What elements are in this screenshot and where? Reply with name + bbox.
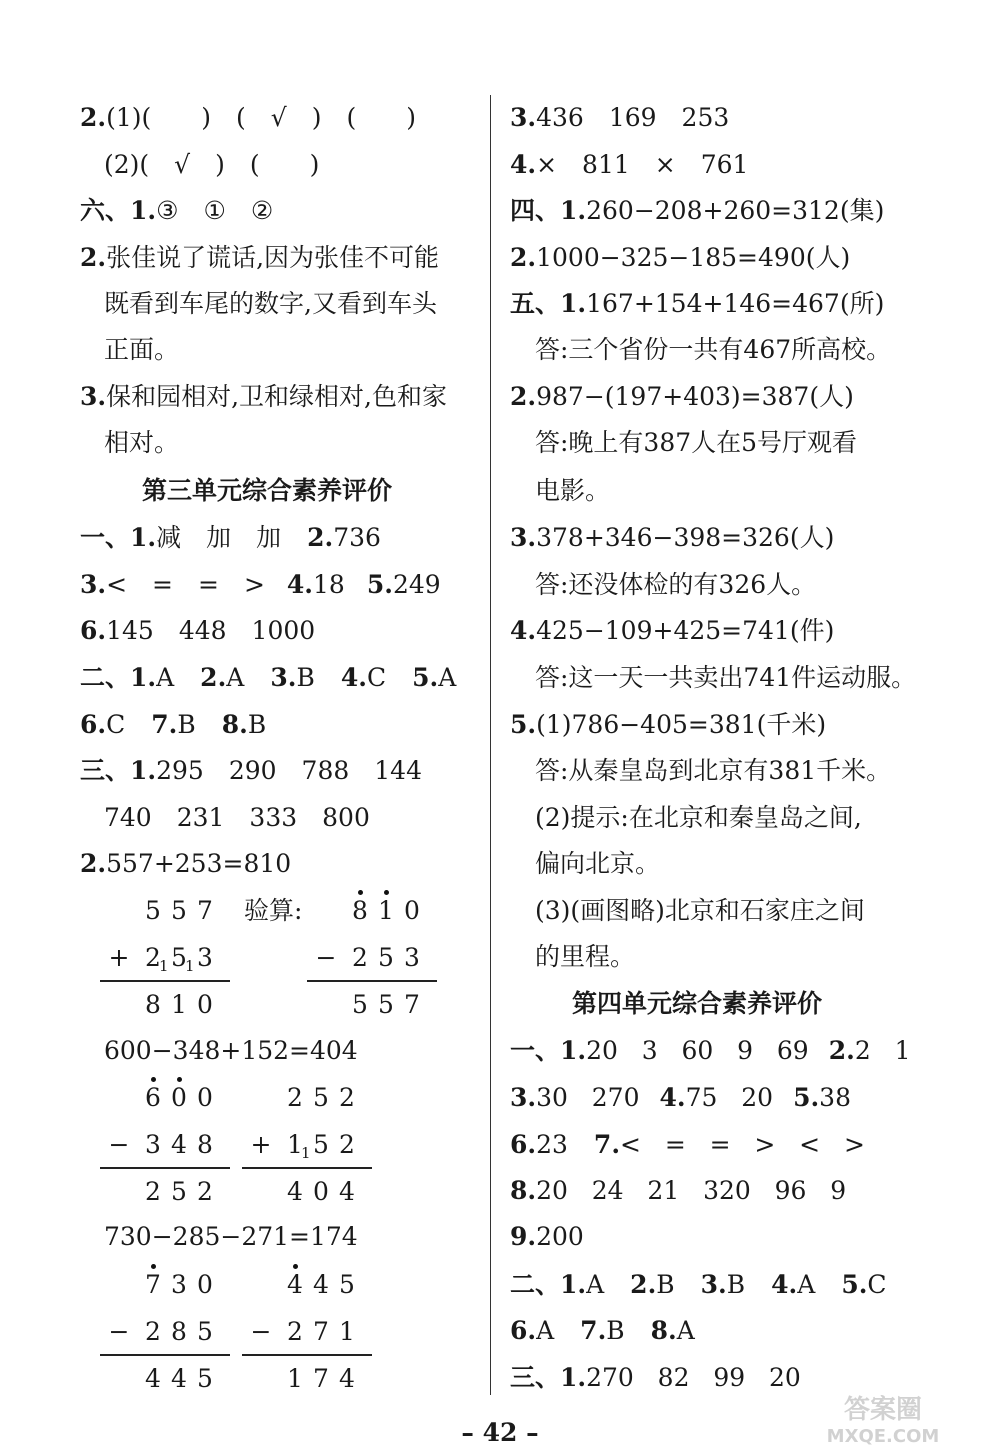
answer-line: 6.23 7.< = = > < >	[510, 1130, 865, 1159]
answer-line: 答:这一天一共卖出741件运动服。	[535, 663, 917, 692]
digit: 2	[197, 1177, 213, 1206]
digit: 1	[287, 1130, 303, 1159]
answer-line: 2.557+253=810	[80, 849, 292, 878]
digit: 8	[171, 1317, 187, 1346]
digit: 2	[145, 1177, 161, 1206]
answer-line: (3)(画图略)北京和石家庄之间	[535, 896, 865, 925]
answer-line: 五、1.167+154+146=467(所)	[510, 289, 885, 318]
digit: 0	[313, 1177, 329, 1206]
rule-line	[242, 1167, 372, 1169]
answer-line: 电影。	[535, 476, 611, 505]
digit: 5	[197, 1364, 213, 1393]
operator: +	[108, 943, 130, 972]
answer-line: 四、1.260−208+260=312(集)	[510, 196, 885, 225]
equation: 730−285−271=174	[104, 1222, 358, 1251]
digit: 5	[339, 1270, 355, 1299]
answer-line: 答:晚上有387人在5号厅观看	[535, 428, 858, 457]
answer-line: 二、1.A 2.B 3.B 4.A 5.C	[510, 1270, 887, 1299]
watermark-url: MXQE.COM	[826, 1426, 940, 1447]
digit: 0	[197, 990, 213, 1019]
carry-mark: 1	[159, 957, 169, 975]
watermark-logo	[778, 1392, 988, 1447]
carry-mark: 1	[185, 957, 195, 975]
digit: 6	[145, 1083, 161, 1112]
answer-line: 5.(1)786−405=381(千米)	[510, 710, 827, 739]
digit: 5	[171, 943, 187, 972]
check-label: 验算:	[244, 896, 303, 925]
digit: 3	[197, 943, 213, 972]
digit: 2	[287, 1317, 303, 1346]
answer-line: (2)提示:在北京和秦皇岛之间,	[535, 803, 862, 832]
digit: 2	[145, 1317, 161, 1346]
carry-mark: 1	[301, 1144, 311, 1162]
digit: 5	[313, 1083, 329, 1112]
answer-line: 6.C 7.B 8.B	[80, 710, 267, 739]
answer-line: 4.× 811 × 761	[510, 150, 749, 179]
digit: 0	[197, 1083, 213, 1112]
rule-line	[100, 1167, 230, 1169]
digit: 2	[287, 1083, 303, 1112]
digit: 4	[171, 1130, 187, 1159]
answer-line: 2.987−(197+403)=387(人)	[510, 382, 854, 411]
digit: 1	[378, 896, 394, 925]
answer-line: 3.378+346−398=326(人)	[510, 523, 835, 552]
answer-line: 三、1.270 82 99 20	[510, 1363, 801, 1392]
answer-line: 740 231 333 800	[104, 803, 370, 832]
digit: 0	[197, 1270, 213, 1299]
borrow-dot	[151, 1077, 156, 1082]
digit: 0	[404, 896, 420, 925]
answer-line: 2.1000−325−185=490(人)	[510, 243, 851, 272]
digit: 0	[171, 1083, 187, 1112]
digit: 5	[352, 990, 368, 1019]
answer-line: 答:从秦皇岛到北京有381千米。	[535, 756, 892, 785]
digit: 5	[313, 1130, 329, 1159]
digit: 4	[313, 1270, 329, 1299]
digit: 7	[313, 1364, 329, 1393]
section-heading: 第四单元综合素养评价	[572, 989, 823, 1018]
operator: −	[108, 1130, 130, 1159]
digit: 3	[171, 1270, 187, 1299]
answer-line: 3.保和园相对,卫和绿相对,色和家	[80, 382, 448, 411]
answer-line: 答:三个省份一共有467所高校。	[535, 335, 892, 364]
digit: 7	[404, 990, 420, 1019]
digit: 8	[197, 1130, 213, 1159]
digit: 4	[287, 1177, 303, 1206]
watermark-title: 答案圈	[843, 1395, 923, 1425]
page-number: – 42 –	[461, 1418, 539, 1447]
digit: 4	[287, 1270, 303, 1299]
answer-line: 的里程。	[535, 942, 636, 971]
answer-line: 偏向北京。	[535, 849, 661, 878]
equation: 600−348+152=404	[104, 1036, 358, 1065]
digit: 1	[339, 1317, 355, 1346]
digit: 4	[339, 1364, 355, 1393]
rule-line	[242, 1354, 372, 1356]
answer-line: 8.20 24 21 320 96 9	[510, 1176, 847, 1205]
answer-line: 3.436 169 253	[510, 103, 730, 132]
answer-line: 一、1.减 加 加 2.736	[80, 523, 381, 552]
answer-line: 9.200	[510, 1222, 584, 1251]
borrow-dot	[151, 1264, 156, 1269]
digit: 2	[339, 1083, 355, 1112]
section-heading: 第三单元综合素养评价	[142, 476, 393, 505]
digit: 5	[171, 896, 187, 925]
digit: 3	[404, 943, 420, 972]
borrow-dot	[384, 890, 389, 895]
digit: 1	[171, 990, 187, 1019]
operator: −	[250, 1317, 272, 1346]
answer-line: 6.145 448 1000	[80, 616, 316, 645]
digit: 2	[339, 1130, 355, 1159]
answer-line: 一、1.20 3 60 9 69 2.2 1	[510, 1036, 911, 1065]
digit: 7	[197, 896, 213, 925]
digit: 2	[145, 943, 161, 972]
answer-line: 二、1.A 2.A 3.B 4.C 5.A	[80, 663, 457, 692]
digit: 5	[378, 943, 394, 972]
digit: 8	[352, 896, 368, 925]
digit: 7	[145, 1270, 161, 1299]
answer-line: 既看到车尾的数字,又看到车头	[104, 289, 437, 318]
answer-line: 六、1.③ ① ②	[80, 196, 274, 225]
rule-line	[100, 1354, 230, 1356]
answer-line: 4.425−109+425=741(件)	[510, 616, 835, 645]
answer-line: 相对。	[104, 428, 180, 457]
answer-line: 正面。	[104, 335, 180, 364]
digit: 4	[171, 1364, 187, 1393]
digit: 4	[339, 1177, 355, 1206]
answer-line: (2)( √ ) ( )	[104, 150, 320, 179]
answer-line: 3.< = = > 4.18 5.249	[80, 570, 441, 599]
answer-line: 答:还没体检的有326人。	[535, 570, 817, 599]
digit: 1	[287, 1364, 303, 1393]
operator: −	[315, 943, 337, 972]
answer-line: 三、1.295 290 788 144	[80, 756, 422, 785]
digit: 7	[313, 1317, 329, 1346]
borrow-dot	[177, 1077, 182, 1082]
digit: 5	[171, 1177, 187, 1206]
borrow-dot	[293, 1264, 298, 1269]
operator: −	[108, 1317, 130, 1346]
borrow-dot	[358, 890, 363, 895]
rule-line	[100, 980, 230, 982]
answer-line: 3.30 270 4.75 20 5.38	[510, 1083, 851, 1112]
operator: +	[250, 1130, 272, 1159]
digit: 8	[145, 990, 161, 1019]
digit: 2	[352, 943, 368, 972]
digit: 4	[145, 1364, 161, 1393]
rule-line	[307, 980, 437, 982]
answer-line: 2.张佳说了谎话,因为张佳不可能	[80, 243, 440, 272]
digit: 5	[378, 990, 394, 1019]
digit: 5	[197, 1317, 213, 1346]
digit: 3	[145, 1130, 161, 1159]
column-divider	[490, 95, 491, 1395]
answer-line: 2.(1)( ) ( √ ) ( )	[80, 103, 416, 132]
digit: 5	[145, 896, 161, 925]
answer-line: 6.A 7.B 8.A	[510, 1316, 695, 1345]
